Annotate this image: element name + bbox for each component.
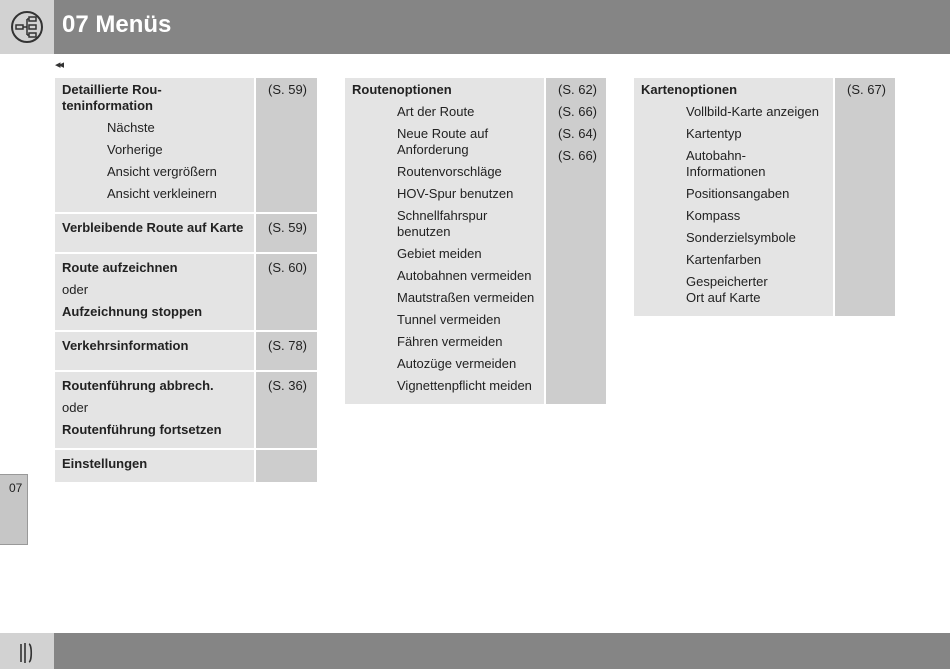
menu-navigation-icon	[9, 9, 45, 45]
page-reference: (S. 66)	[558, 148, 598, 163]
menu-heading: Verbleibende Route auf Karte	[62, 220, 244, 235]
submenu-item: Autobahnen vermeiden	[397, 268, 532, 283]
back-navigation-icon[interactable]: ◂◂	[55, 59, 63, 71]
menu-row-record-route	[55, 253, 317, 331]
submenu-item: Autobahn- Informationen	[686, 148, 766, 179]
header-icon-box	[0, 0, 54, 54]
submenu-item: Tunnel vermeiden	[397, 312, 501, 327]
submenu-item: Vignettenpflicht meiden	[397, 378, 532, 393]
menu-row-map-options	[634, 78, 895, 317]
menu-row-route-info	[55, 78, 317, 213]
footer-bar	[0, 633, 950, 669]
menu-table-map-options	[634, 78, 895, 318]
submenu-item: Mautstraßen vermeiden	[397, 290, 535, 305]
page-reference: (S. 36)	[268, 378, 308, 393]
menu-row-guidance	[55, 371, 317, 449]
submenu-item: Sonderzielsymbole	[686, 230, 796, 245]
menu-row-route-options	[345, 78, 606, 405]
menu-table-main	[55, 78, 317, 484]
menu-table-route-options	[345, 78, 606, 406]
menu-heading: Routenführung abbrech.	[62, 378, 214, 393]
menu-heading-route-info: Detaillierte Rou- teninformation	[62, 82, 162, 113]
submenu-item: HOV-Spur benutzen	[397, 186, 514, 201]
menu-heading: Routenoptionen	[352, 82, 452, 97]
submenu-item: Autozüge vermeiden	[397, 356, 517, 371]
or-text: oder	[62, 282, 89, 297]
submenu-item: Routenvorschläge	[397, 164, 502, 179]
page-reference: (S. 78)	[268, 338, 308, 353]
page-reference: (S. 64)	[558, 126, 598, 141]
menu-row-remaining-route	[55, 213, 317, 253]
submenu-item: Gespeicherter Ort auf Karte	[686, 274, 768, 305]
header-bar	[0, 0, 950, 54]
submenu-item: Ansicht verkleinern	[107, 186, 217, 201]
menu-heading: Kartenoptionen	[641, 82, 738, 97]
submenu-item: Kartenfarben	[686, 252, 762, 267]
menu-row-settings	[55, 449, 317, 483]
menu-heading: Routenführung fortsetzen	[62, 422, 222, 437]
chapter-tab-label: 07	[9, 481, 23, 495]
submenu-item: Ansicht vergrößern	[107, 164, 217, 179]
page-reference: (S. 59)	[268, 82, 308, 97]
menu-heading: Aufzeichnung stoppen	[62, 304, 203, 319]
menu-heading: Route aufzeichnen	[62, 260, 178, 275]
submenu-item: Positionsangaben	[686, 186, 790, 201]
submenu-item: Gebiet meiden	[397, 246, 482, 261]
footer-icon-box	[0, 633, 54, 669]
book-icon	[18, 642, 36, 664]
menu-heading: Verkehrsinformation	[62, 338, 189, 353]
submenu-item: Vollbild-Karte anzeigen	[686, 104, 819, 119]
or-text: oder	[62, 400, 89, 415]
submenu-item: Vorherige	[107, 142, 163, 157]
submenu-item: Neue Route auf Anforderung	[397, 126, 489, 157]
menu-row-traffic	[55, 331, 317, 371]
submenu-item: Schnellfahrspur benutzen	[397, 208, 488, 239]
submenu-item: Kartentyp	[686, 126, 742, 141]
page-reference: (S. 60)	[268, 260, 308, 275]
page-reference: (S. 67)	[847, 82, 887, 97]
page-reference: (S. 59)	[268, 220, 308, 235]
submenu-item: Art der Route	[397, 104, 475, 119]
menu-heading: Einstellungen	[62, 456, 148, 471]
submenu-item: Fähren vermeiden	[397, 334, 503, 349]
submenu-item: Nächste	[107, 120, 155, 135]
page-title: 07 Menüs	[62, 11, 172, 38]
page-reference: (S. 62)	[558, 82, 598, 97]
submenu-item: Kompass	[686, 208, 741, 223]
chapter-tab[interactable]	[0, 474, 28, 545]
page-reference: (S. 66)	[558, 104, 598, 119]
